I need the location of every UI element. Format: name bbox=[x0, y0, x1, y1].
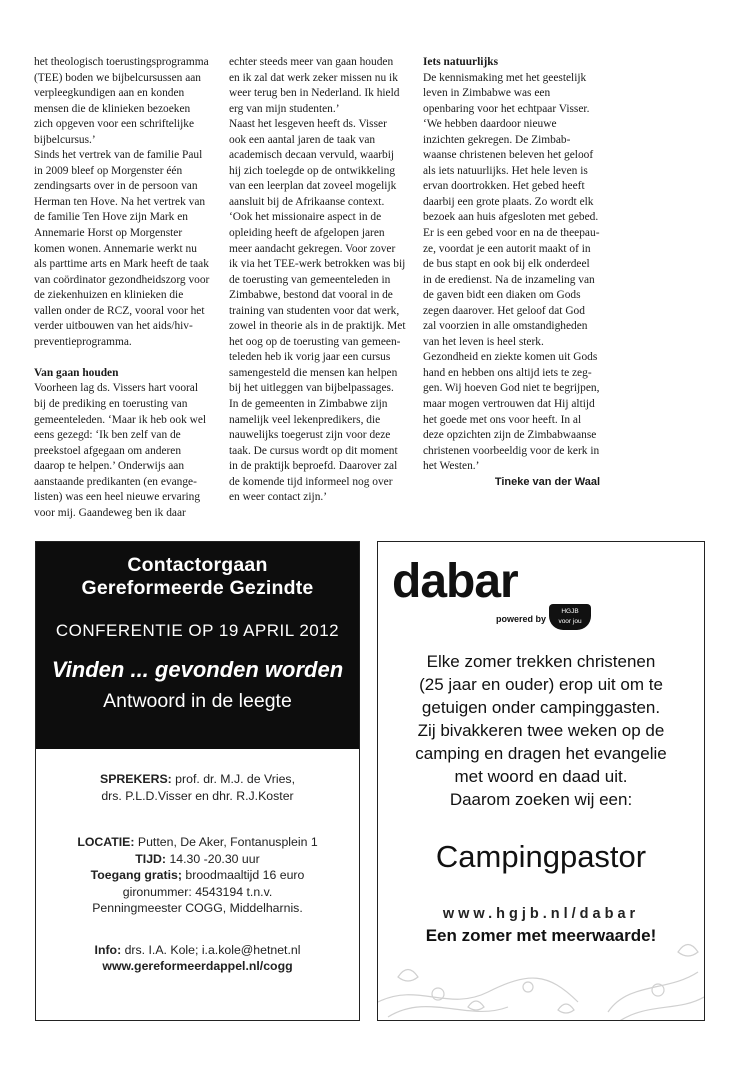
article-column-1 bbox=[34, 55, 212, 521]
ad-header-block bbox=[36, 542, 359, 749]
job-title: Campingpastor bbox=[435, 839, 647, 874]
paragraph: De kennismaking met het geestelijk leven in Zimbabwe was een openbaring voor het echtpaar Visser. ‘We hebben daardoor nieuwe inzichten gekregen. De Zimbabwaanse christenen beleven het geloof als iets natuurlijks. Het hele leven is ervan doortrokken. Het gebed heeft daarbij een grote plaats. Zo wordt elk bezoek aan huis afgesloten met gebed. Er is een gebed voor en na de theepauze, voordat je een autorit maakt of in de bus stapt en ook bij elk onderdeel in de eredienst. Na de inzameling van de gaven bidt een diaken om Gods zegen daarover. Het geloof dat God zal voorzien in alle omstandigheden van het leven is heel sterk. Gezondheid en ziekte komen uit Gods hand en hebben ons altijd iets te zeggen. Wij hoeven God niet te begrijpen, maar mogen vertrouwen dat Hij altijd het goede met ons voor heeft. In al deze opzichten zijn de Zimbabwaanse christenen voorbeeldig voor de kerk in het Westen.’ bbox=[423, 71, 600, 473]
paragraph: Voorheen lag ds. Vissers hart vooral bij de prediking en toerusting van gemeenteleden. ‘Maar ik heb ook wel eens gezegd: ‘Ik ben zelf van de preekstoel afgegaan om anderen daarop te helpen.’ Onderwijs aan aanstaande predikanten (en evangelisten) was een heel nieuwe ervaring voor mij. Gaandeweg ben ik daar bbox=[34, 382, 207, 519]
conference-date: CONFERENTIE OP 19 APRIL 2012 bbox=[55, 621, 340, 640]
dabar-logo: dabar bbox=[392, 555, 518, 608]
dabar-advertisement bbox=[377, 541, 705, 1021]
location-block: LOCATIE: Putten, De Aker, Fontanusplein 1 TIJD: 14.30 -20.30 uur Toegang gratis; broodmaaltijd 16 euro gironummer: 4543194 t.n.v. Penningmeester COGG, Middelharnis. bbox=[77, 835, 318, 915]
organisation-name: Contactorgaan Gereformeerde Gezindte bbox=[81, 554, 314, 599]
subheading-iets-natuurlijks: Iets natuurlijks bbox=[423, 56, 499, 68]
paragraph: echter steeds meer van gaan houden en ik zal dat werk zeker missen nu ik weer terug ben in Nederland. Ik hield erg van mijn studenten.’ bbox=[229, 56, 400, 115]
subheading-van-gaan-houden: Van gaan houden bbox=[34, 366, 119, 379]
speakers-block: SPREKERS: prof. dr. M.J. de Vries, drs. P.L.D.Visser en dhr. R.J.Koster bbox=[100, 772, 295, 803]
hgjb-badge: HGJB voor jou bbox=[549, 604, 591, 630]
floral-decoration bbox=[378, 882, 704, 1021]
tagline: Een zomer met meerwaarde! bbox=[425, 926, 657, 945]
powered-by-label: powered by bbox=[496, 614, 547, 624]
author-signature: Tineke van der Waal bbox=[494, 475, 600, 488]
article-column-2 bbox=[229, 55, 406, 506]
paragraph: Sinds het vertrek van de familie Paul in 2009 bleef op Morgenster één zendingsarts over in de persoon van Herman ten Hove. Na het vertrek van de familie Ten Hove zijn Mark en Annemarie Horst op Morgenster komen wonen. Annemarie werkt nu als parttime arts en Mark heeft de taak van coördinator gezondheidszorg voor de ziekenhuizen en klinieken die vallen onder de RCZ, vooral voor het verder uitbouwen van het aids/hiv-preventieprogramma. bbox=[34, 149, 210, 348]
article-column-3 bbox=[423, 55, 600, 490]
paragraph: Naast het lesgeven heeft ds. Visser ook een aantal jaren de taak van academisch decaan vervuld, waarbij hij zich toelegde op de ontwikkeling van een leerplan dat zoveel mogelijk aansluit bij de Afrikaanse context. ‘Ook het missionaire aspect in de opleiding heeft de afgelopen jaren meer aandacht gekregen. Voor zover ik via het TEE-werk betrokken was bij de toerusting van gemeenteleden in Zimbabwe, bestond dat vooral in de training van studenten voor dat werk, zowel in theorie als in de praktijk. Met het oog op de toerusting van gemeenteleden heb ik vorig jaar een cursus samengesteld die mensen kan helpen bij het uitleggen van bijbelpassages. In de gemeenten in Zimbabwe zijn namelijk veel lekenpredikers, die nauwelijks toegerust zijn voor deze taak. De cursus wordt op dit moment in de praktijk beproefd. Daarover zal de komende tijd informeel nog over en weer contact zijn.’ bbox=[229, 118, 406, 504]
conference-theme: Vinden ... gevonden worden bbox=[51, 657, 344, 682]
website-link: www.gereformeerdappel.nl/cogg bbox=[102, 959, 293, 973]
paragraph: het theologisch toerustingsprogramma (TEE) boden we bijbelcursussen aan verpleegkundigen aan en konden mensen die de klinieken bezoeken zich opgeven voor een schriftelijke bijbelcursus.’ bbox=[34, 56, 209, 146]
contact-email: drs. I.A. Kole; i.a.kole@hetnet.nl bbox=[124, 942, 301, 957]
info-block: Info: drs. I.A. Kole; i.a.kole@hetnet.nl www.gereformeerdappel.nl/cogg bbox=[94, 942, 301, 973]
conference-advertisement bbox=[35, 541, 360, 1021]
ad-body-text: Elke zomer trekken christenen (25 jaar en ouder) erop uit om te getuigen onder campinggasten. Zij bivakkeren twee weken op de camping en dragen het evangelie met woord en daad uit. Daarom zoeken wij een: bbox=[415, 652, 667, 809]
website-link: www.hgjb.nl/dabar bbox=[442, 906, 640, 922]
conference-subtitle: Antwoord in de leegte bbox=[103, 690, 292, 712]
